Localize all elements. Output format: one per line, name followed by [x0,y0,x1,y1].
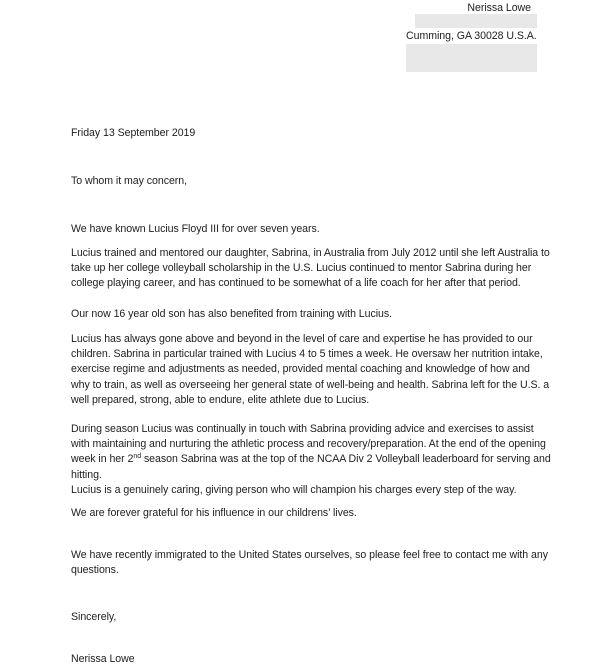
paragraph-8: We have recently immigrated to the United States ourselves, so please feel free to contact me with any questions. [71,549,548,577]
paragraph-4: Lucius has always gone above and beyond in the level of care and expertise he has provided to our children. Sabrina in particular trained with Lucius 4 to 5 times a week. He oversaw her nutrition intake, exercise regime and adjustments as needed, provided mental coaching and knowledge of how and why to train, as well as overseeing her general state of well-being and health. Sabrina left for the U.S. a well prepared, strong, able to endure, elite athlete due to Lucius. [71,333,550,406]
salutation: To whom it may concern, [71,175,188,187]
paragraph-5 [71,422,551,483]
paragraph-1: We have known Lucius Floyd III for over seven years. [71,223,320,235]
letter-date: Friday 13 September 2019 [71,127,196,139]
signature-name: Nerissa Lowe [71,653,135,665]
paragraph-6: Lucius is a genuinely caring, giving person who will champion his charges every step of the way. [71,484,517,496]
closing: Sincerely, [71,611,117,623]
paragraph-5-text-b: season Sabrina was at the top of the NCAA Div 2 Volleyball leaderboard for serving and hitting. [71,453,551,481]
sender-name: Nerissa Lowe [467,2,531,14]
sender-city: Cumming, GA 30028 U.S.A. [406,30,537,42]
paragraph-7: We are forever grateful for his influence in our childrens’ lives. [71,507,357,519]
redacted-street-address [415,14,537,28]
redacted-contact-details [406,44,537,72]
paragraph-3: Our now 16 year old son has also benefited from training with Lucius. [71,308,393,320]
paragraph-2: Lucius trained and mentored our daughter, Sabrina, in Australia from July 2012 until she left Australia to take up her college volleyball scholarship in the U.S. Lucius continued to mentor Sabrina during her college playing career, and has continued to be somewhat of a life coach for her after that period. [71,247,550,290]
paragraph-5-text-a: During season Lucius was continually in touch with Sabrina providing advice and exercises to assist with maintaining and nurturing the athletic process and recovery/preparation. At the end of the opening week in her 2 [71,423,546,466]
ordinal-suffix: nd [133,453,142,461]
